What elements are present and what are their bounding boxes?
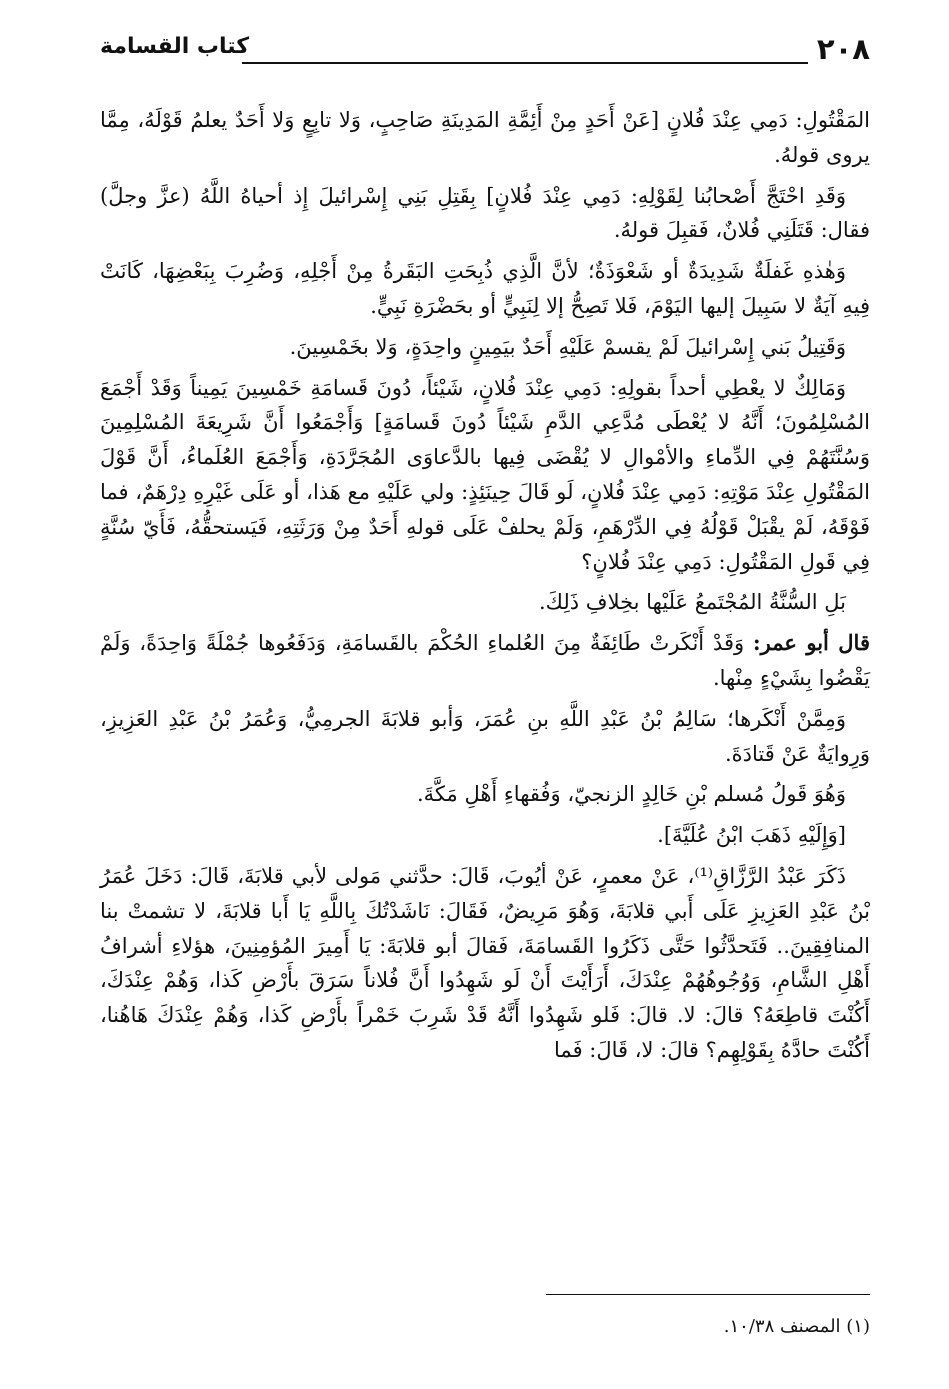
header-rule xyxy=(242,62,808,64)
paragraph-text: وَمِمَّنْ أَنْكَرها؛ سَالِمُ بْنُ عَبْدِ اللَّهِ بنِ عُمَرَ، وَأبو قلابَةَ الجرمِيُّ، وَعُمَرُ بْنُ عَبْدِ العَزِيزِ، وَرِوايَةٌ عَنْ قَتادَةَ. xyxy=(100,706,870,766)
paragraph xyxy=(100,330,870,365)
page-header xyxy=(100,24,870,68)
paragraph-text: بَلِ السُّنَّةُ المُجْتَمعُ عَلَيْها بخِلافِ ذَلِكَ. xyxy=(539,590,846,615)
footnote-rule xyxy=(546,1294,870,1295)
paragraph-text: وَقَدِ احْتَجَّ أَصْحابُنا لِقَوْلِهِ: دَمِي عِنْدَ فُلانٍ] بِقَتِلِ بَنِي إِسْرائيلَ إِذ أحياهُ اللَّهُ (عزَّ وجلَّ) فقال: قَتَلَنِي فُلانٌ، فَقبِلَ قولهُ. xyxy=(100,183,870,243)
running-title: كتاب القسامة xyxy=(100,34,250,59)
paragraph xyxy=(100,585,870,620)
paragraph xyxy=(100,371,870,580)
paragraph-text: وَقَدْ أَنْكَرتْ طَائِفَةٌ مِنَ العُلماءِ الحُكْمَ بالقَسامَةِ، وَدَفَعُوها جُمْلَةً وَاحِدَةً، وَلَمْ يَقْضُوا بِشَيْءٍ مِنْها. xyxy=(100,631,870,690)
paragraph-text: [وَإِلَيْهِ ذَهَبَ ابْنُ عُلَيَّةَ]. xyxy=(657,823,846,848)
paragraph xyxy=(100,777,870,812)
paragraph-text: وَمَالِكٌ لا يعْطِي أحداً بقولِهِ: دَمِي عِنْدَ فُلانٍ، شَيْئاً، دُونَ قَسامَةِ خَمْسِينَ يَمِيناً وَقَدْ أَجْمَعَ المُسْلِمُونَ؛ أَنَّهُ لا يُعْطَى مُدَّعِي الدَّمِ شَيْئاً دُونَ قَسامَةٍ] وَأَجْمَعُوا أَنَّ شَرِيعَةَ المُسْلِمِينَ وَسُنَّتَهُمْ فِي الدِّماءِ والأمْوالِ لا يُقْضَى فِيها بالدَّعاوَى المُجَرَّدَةِ، وَأَجْمَعَ العُلَماءُ، أَنَّ قَوْلَ المَقْتُولِ عِنْدَ مَوْتِهِ: دَمِي عِنْدَ فُلانٍ، لَو قَالَ حِينَئِذٍ: ولي عَلَيْهِ مع هَذا، أو عَلَى غَيْرِهِ دِرْهَمٌ، فما فَوْقَهُ، لَمْ يقْبَلْ قَوْلُهُ فِي الدِّرْهَمِ، وَلَمْ يحلفْ عَلَى قولهِ أَحَدٌ مِنْ وَرَثَتِهِ، فَيَستحقُّهُ، فَأَيّ سُنَّةٍ فِي قَولِ المَقْتُولِ: دَمِي عِنْدَ فُلانٍ؟ xyxy=(100,375,870,574)
footnote: (١) المصنف ١٠/٣٨. xyxy=(723,1316,870,1337)
paragraph xyxy=(100,254,870,324)
paragraph-text: وَهُوَ قَولُ مُسلم بْنِ خَالِدٍ الزنجيّ، وَفُقهاءِ أَهْلِ مَكَّةَ. xyxy=(416,782,846,807)
paragraph xyxy=(100,818,870,853)
paragraph xyxy=(100,859,870,1068)
paragraph xyxy=(100,103,870,173)
paragraph xyxy=(100,626,870,696)
paragraph-text: ذَكَرَ عَبْدُ الرَّزَّاقِ⁽¹⁾، عَنْ معمرٍ، عَنْ أيُوبَ، قَالَ: حدَّثني مَولى لأبي قلابَةَ، قَالَ: دَخَلَ عُمَرُ بْنُ عَبْدِ العَزِيزِ عَلَى أَبي قلابَةَ، وَهُوَ مَرِيضٌ، فَقَالَ: نَاشَدْتُكَ بِاللَّهِ يَا أَبا قلابَةَ، لا تشمتْ بنا المنافِقِينَ.. فَتَحدَّثُوا حَتَّى ذَكَرُوا القَسامَةَ، فَقالَ أبو قلابَةَ: يَا أَمِيرَ المُؤمِنِينَ، هؤلاءِ أشرافُ أَهْلِ الشَّامِ، وَوُجُوهُهُمْ عِنْدَكَ، أَرَأَيْتَ أَنْ لَو شَهِدُوا أَنَّ فُلاناً سَرَقَ بأَرْضِ كَذا، وَهُمْ عِنْدَكَ، أَكُنْتَ قاطِعَهُ؟ قالَ: لا. قالَ: فَلو شَهِدُوا أَنَّهُ قَدْ شَرِبَ خَمْراً بأَرْضِ كَذا، وَهُمْ عِنْدَكَ هَاهُنا، أَكُنْتَ حادَّهُ بِقَوْلِهِم؟ قالَ: لا، قَالَ: فَما xyxy=(100,863,870,1062)
paragraph-text: المَقْتُولِ: دَمِي عِنْدَ فُلانٍ [عَنْ أَحَدٍ مِنْ أَئِمَّةِ المَدِينَةِ صَاحِبٍ، وَلا تابِعٍ وَلا أَحَدٌ يعلمُ قَوْلَهُ، مِمَّا يروى قولهُ. xyxy=(100,108,870,167)
main-text xyxy=(100,103,870,1074)
page-number: ٢٠٨ xyxy=(816,32,870,66)
speaker-label: قال أبو عمر: xyxy=(752,630,870,656)
paragraph xyxy=(100,702,870,772)
paragraph-text: وَقَتِيلُ بَني إِسْرائيلَ لَمْ يقسمْ عَلَيْهِ أَحَدٌ بيَمِينٍ واحِدَةٍ، وَلا بخَمْسِينَ. xyxy=(289,334,846,359)
paragraph-text: وَهٰذهِ غَفلَةٌ شَدِيدَةٌ أو شَعْوَذَةٌ؛ لأنَّ الَّذِي ذُبِحَتِ البَقَرةُ مِنْ أَجْلِهِ، وَضُرِبَ بِبَعْضِهَا، كَانَتْ فِيهِ آيَةٌ لا سَبِيلَ إليها اليَوْمَ، فَلا تَصِحُّ إلا لِنَبِيٍّ أو بحَضْرَةِ نَبِيٍّ. xyxy=(100,259,870,318)
paragraph xyxy=(100,179,870,249)
